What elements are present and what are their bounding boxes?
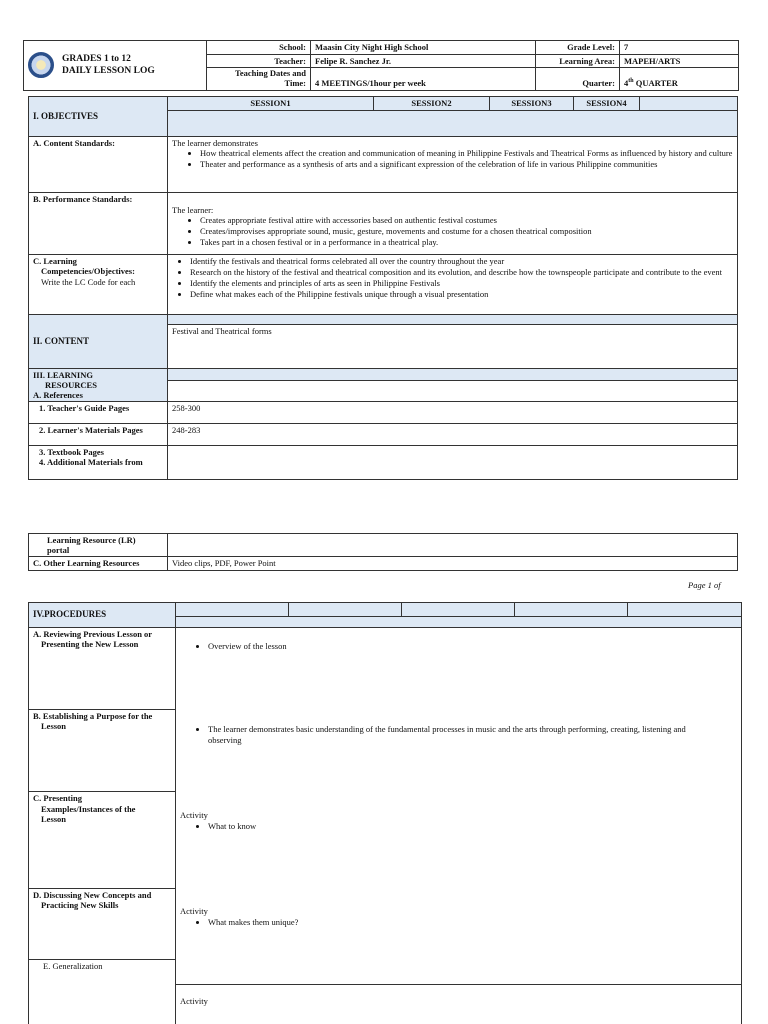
procedures-block bbox=[28, 602, 741, 1024]
procedures-session-1 bbox=[176, 603, 289, 617]
list-item: • What to know bbox=[208, 821, 720, 832]
deped-seal-icon bbox=[28, 52, 54, 78]
additional-materials-label: 4. Additional Materials from bbox=[39, 457, 143, 468]
competencies-label-line2: Competencies/Objectives: bbox=[41, 266, 135, 277]
competencies-label-line1: C. Learning bbox=[33, 255, 77, 266]
header-table bbox=[23, 40, 739, 91]
resources-heading-line1: III. LEARNING bbox=[33, 369, 93, 380]
procedures-session-3 bbox=[402, 603, 515, 617]
proc-c-line2: Examples/Instances of the bbox=[41, 803, 136, 814]
objectives-spacer bbox=[168, 110, 738, 136]
list-item: • Identify the elements and principles of arts as seen in Philippine Festivals bbox=[190, 278, 733, 289]
list-item: • What makes them unique? bbox=[208, 917, 720, 928]
proc-a-line2: Presenting the New Lesson bbox=[41, 639, 139, 650]
list-item: • Creates/improvises appropriate sound, music, gesture, movements and costume for a chosen theatrical composition bbox=[200, 226, 733, 237]
quarter-label: Quarter: bbox=[536, 68, 620, 91]
list-item: • Research on the history of the festival and theatrical composition and its evolution, and describe how the townspeople participate and contribute to the event bbox=[190, 267, 733, 278]
school-value: Maasin City Night High School bbox=[311, 41, 536, 55]
teacher-label: Teacher: bbox=[207, 54, 311, 68]
procedures-session-5 bbox=[628, 603, 742, 617]
procedures-table bbox=[28, 602, 742, 1024]
list-item: • Takes part in a chosen festival or in a performance in a theatrical play. bbox=[200, 237, 733, 248]
lr-portal-label bbox=[29, 534, 168, 557]
list-item: • How theatrical elements affect the creation and communication of meaning in Philippine Festivals and Theatrical Forms as influenced by history and culture bbox=[200, 148, 733, 159]
list-item: • Define what makes each of the Philippine festivals unique through a visual presentation bbox=[190, 289, 733, 300]
proc-c-list bbox=[180, 821, 720, 832]
textbook-additional-label bbox=[29, 446, 168, 480]
dll-title-cell bbox=[24, 41, 207, 91]
lr-portal-table bbox=[28, 533, 738, 571]
page-number: Page 1 of bbox=[688, 580, 721, 590]
procedures-heading: IV.PROCEDURES bbox=[29, 603, 176, 628]
proc-a-line1: A. Reviewing Previous Lesson or bbox=[33, 629, 153, 639]
objectives-table bbox=[28, 96, 738, 480]
dll-title-line2: DAILY LESSON LOG bbox=[62, 66, 155, 77]
proc-b-line2: Lesson bbox=[41, 721, 67, 732]
content-standards-cell bbox=[168, 136, 738, 192]
proc-a-label bbox=[29, 628, 176, 710]
proc-d-line2: Practicing New Skills bbox=[41, 899, 119, 910]
session-4-header: SESSION4 bbox=[574, 97, 640, 111]
other-resources-label: C. Other Learning Resources bbox=[29, 557, 168, 571]
content-value: Festival and Theatrical forms bbox=[168, 324, 738, 368]
proc-e-label: E. Generalization bbox=[29, 959, 176, 1024]
session-blank-header bbox=[640, 97, 738, 111]
dates-value: 4 MEETINGS/1hour per week bbox=[311, 68, 536, 91]
list-item: • Identify the festivals and theatrical forms celebrated all over the country throughout the year bbox=[190, 256, 733, 267]
proc-d-activity: Activity bbox=[180, 906, 208, 916]
quarter-suffix: th bbox=[628, 78, 634, 85]
textbook-value bbox=[168, 446, 738, 480]
content-spacer bbox=[168, 314, 738, 324]
quarter-text: QUARTER bbox=[633, 78, 678, 89]
performance-standards-list bbox=[172, 215, 733, 248]
performance-standards-cell bbox=[168, 192, 738, 254]
proc-b-line1: B. Establishing a Purpose for the bbox=[33, 711, 153, 722]
content-standards-intro: The learner demonstrates bbox=[172, 137, 258, 148]
references-value bbox=[168, 380, 738, 402]
lr-portal-line2: portal bbox=[47, 545, 70, 556]
dates-label-line1: Teaching Dates and bbox=[234, 68, 306, 79]
lr-portal-block bbox=[28, 533, 737, 571]
list-item: • Overview of the lesson bbox=[208, 641, 730, 652]
resources-heading bbox=[29, 368, 168, 402]
content-standards-label: A. Content Standards: bbox=[29, 136, 168, 192]
proc-e-activity: Activity bbox=[180, 996, 208, 1006]
session-1-header: SESSION1 bbox=[168, 97, 374, 111]
proc-b-list bbox=[180, 724, 720, 746]
grade-value: 7 bbox=[620, 41, 739, 55]
teachers-guide-value: 258-300 bbox=[168, 402, 738, 424]
competencies-label-line3: Write the LC Code for each bbox=[41, 276, 136, 287]
session-3-header: SESSION3 bbox=[490, 97, 574, 111]
performance-standards-intro: The learner: bbox=[172, 204, 214, 215]
resources-spacer bbox=[168, 368, 738, 380]
grade-label: Grade Level: bbox=[536, 41, 620, 55]
proc-b-label bbox=[29, 710, 176, 792]
proc-e-divider bbox=[176, 984, 741, 985]
lr-portal-value bbox=[168, 534, 738, 557]
procedures-content-cell bbox=[176, 628, 742, 1024]
proc-c-line3: Lesson bbox=[41, 813, 67, 824]
other-resources-value: Video clips, PDF, Power Point bbox=[168, 557, 738, 571]
performance-standards-label: B. Performance Standards: bbox=[29, 192, 168, 254]
quarter-value bbox=[620, 68, 739, 91]
procedures-session-4 bbox=[515, 603, 628, 617]
proc-a-list bbox=[180, 641, 730, 652]
proc-c-line1: C. Presenting bbox=[33, 793, 82, 804]
dates-label bbox=[207, 68, 311, 91]
lr-portal-line1: Learning Resource (LR) bbox=[47, 535, 136, 545]
procedures-session-2 bbox=[289, 603, 402, 617]
proc-d-line1: D. Discussing New Concepts and bbox=[33, 889, 152, 900]
competencies-label bbox=[29, 254, 168, 314]
references-label: A. References bbox=[33, 390, 83, 400]
content-heading: II. CONTENT bbox=[29, 314, 168, 368]
proc-d-label bbox=[29, 888, 176, 959]
proc-c-label bbox=[29, 792, 176, 888]
teachers-guide-label: 1. Teacher's Guide Pages bbox=[29, 402, 168, 424]
area-value: MAPEH/ARTS bbox=[620, 54, 739, 68]
list-item: • Creates appropriate festival attire with accessories based on authentic festival costumes bbox=[200, 215, 733, 226]
proc-d-list bbox=[180, 917, 720, 928]
dll-title-line1: GRADES 1 to 12 bbox=[62, 53, 131, 64]
content-standards-list bbox=[172, 148, 733, 170]
session-2-header: SESSION2 bbox=[374, 97, 490, 111]
area-label: Learning Area: bbox=[536, 54, 620, 68]
objectives-heading: I. OBJECTIVES bbox=[29, 97, 168, 137]
proc-c-activity: Activity bbox=[180, 810, 208, 820]
learners-materials-value: 248-283 bbox=[168, 424, 738, 446]
learners-materials-label: 2. Learner's Materials Pages bbox=[29, 424, 168, 446]
dates-label-line2: Time: bbox=[284, 78, 306, 89]
competencies-cell bbox=[168, 254, 738, 314]
procedures-spacer bbox=[176, 617, 742, 628]
school-label: School: bbox=[207, 41, 311, 55]
competencies-list bbox=[172, 256, 733, 300]
list-item: • Theater and performance as a synthesis of arts and a significant expression of the celebration of life in various Philippine communities bbox=[200, 159, 733, 170]
procedures-content bbox=[176, 628, 741, 1024]
quarter-number: 4 bbox=[624, 78, 629, 89]
teacher-value: Felipe R. Sanchez Jr. bbox=[311, 54, 536, 68]
list-item: • The learner demonstrates basic understanding of the fundamental processes in music and the arts through performing, creating, listening and observing bbox=[208, 724, 720, 746]
resources-heading-line2: RESOURCES bbox=[45, 379, 97, 390]
textbook-label: 3. Textbook Pages bbox=[39, 447, 104, 458]
main-table-block bbox=[28, 96, 737, 480]
header-block bbox=[23, 40, 738, 89]
